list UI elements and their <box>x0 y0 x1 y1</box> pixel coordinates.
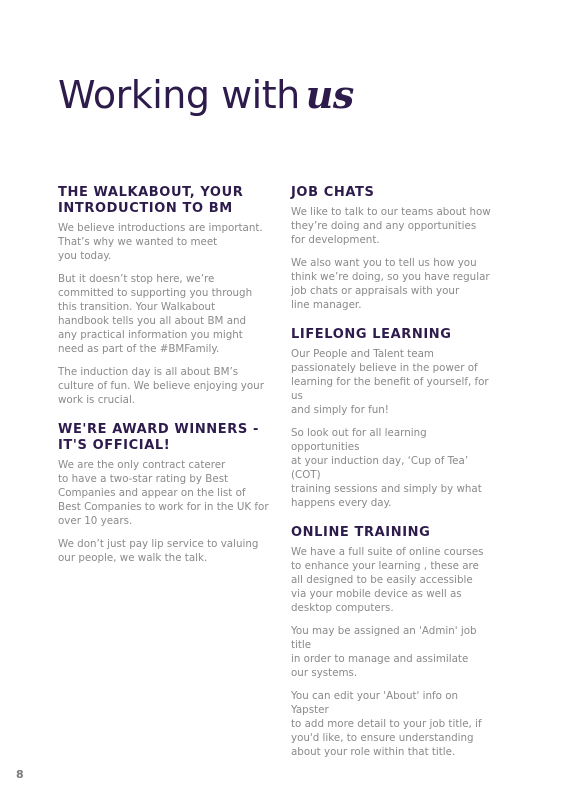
body-text-line: Our People and Talent team <box>291 348 434 360</box>
body-text-line: work is crucial. <box>58 394 136 406</box>
body-text-line: and simply for fun! <box>291 404 389 416</box>
body-paragraph <box>58 537 273 565</box>
body-text-line: happens every day. <box>291 497 392 509</box>
body-text-line: culture of fun. We believe enjoying your <box>58 380 264 392</box>
section-heading <box>291 525 491 541</box>
section-heading <box>291 185 491 201</box>
body-text-line: via your mobile device as well as <box>291 588 462 600</box>
body-paragraph <box>58 221 273 263</box>
body-paragraph <box>58 272 273 356</box>
body-text-line: Companies and appear on the list of <box>58 487 246 499</box>
body-text-line: our people, we walk the talk. <box>58 552 208 564</box>
body-text-line: job chats or appraisals with your <box>291 285 460 297</box>
body-text-line: We are the only contract caterer <box>58 459 226 471</box>
body-text-line: think we’re doing, so you have regular <box>291 271 490 283</box>
body-text-line: to have a two-star rating by Best <box>58 473 229 485</box>
section-heading <box>58 422 273 454</box>
body-text-line: desktop computers. <box>291 602 394 614</box>
section-heading-line: JOB CHATS <box>291 185 375 200</box>
body-text-line: Best Companies to work for in the UK for <box>58 501 269 513</box>
body-paragraph <box>291 624 491 680</box>
article-section <box>291 525 491 759</box>
section-heading <box>58 185 273 217</box>
article-section <box>58 185 273 407</box>
body-paragraph <box>291 426 491 510</box>
body-paragraph <box>58 365 273 407</box>
body-text-line: We also want you to tell us how you <box>291 257 477 269</box>
section-heading-line: IT'S OFFICIAL! <box>58 438 171 453</box>
body-text-line: this transition. Your Walkabout <box>58 301 216 313</box>
body-text-line: they’re doing and any opportunities <box>291 220 477 232</box>
section-heading-line: ONLINE TRAINING <box>291 525 431 540</box>
article-section <box>58 422 273 565</box>
body-text-line: to add more detail to your job title, if <box>291 718 482 730</box>
body-text-line: for development. <box>291 234 380 246</box>
section-heading-line: THE WALKABOUT, YOUR <box>58 185 244 200</box>
body-text-line: our systems. <box>291 667 358 679</box>
body-text-line: passionately believe in the power of <box>291 362 478 374</box>
body-paragraph <box>291 545 491 615</box>
right-column <box>291 185 491 774</box>
body-text-line: learning for the benefit of yourself, for us <box>291 376 489 402</box>
body-text-line: You may be assigned an 'Admin' job title <box>291 625 477 651</box>
body-text-line: We don’t just pay lip service to valuing <box>58 538 259 550</box>
body-text-line: in order to manage and assimilate <box>291 653 469 665</box>
body-text-line: You can edit your 'About' info on Yapster <box>291 690 459 716</box>
body-text-line: line manager. <box>291 299 362 311</box>
body-text-line: you today. <box>58 250 112 262</box>
section-heading-line: LIFELONG LEARNING <box>291 327 452 342</box>
body-text-line: need as part of the #BMFamily. <box>58 343 220 355</box>
body-text-line: We believe introductions are important. <box>58 222 263 234</box>
page-title-main: Working with <box>58 73 300 117</box>
body-text-line: about your role within that title. <box>291 746 456 758</box>
body-text-line: We like to talk to our teams about how <box>291 206 491 218</box>
body-text-line: That’s why we wanted to meet <box>58 236 218 248</box>
article-section <box>291 327 491 510</box>
body-text-line: any practical information you might <box>58 329 243 341</box>
body-text-line: at your induction day, ‘Cup of Tea’ (COT) <box>291 455 469 481</box>
body-text-line: to enhance your learning , these are <box>291 560 479 572</box>
body-text-line: over 10 years. <box>58 515 133 527</box>
page-title-script: us <box>305 72 354 117</box>
body-text-line: you'd like, to ensure understanding <box>291 732 474 744</box>
left-column <box>58 185 273 580</box>
body-text-line: We have a full suite of online courses <box>291 546 484 558</box>
body-paragraph <box>58 458 273 528</box>
page-title <box>58 72 354 117</box>
page-number: 8 <box>16 768 24 781</box>
article-section <box>291 185 491 312</box>
body-paragraph <box>291 689 491 759</box>
body-text-line: So look out for all learning opportunities <box>291 427 427 453</box>
body-text-line: But it doesn’t stop here, we’re <box>58 273 215 285</box>
section-heading <box>291 327 491 343</box>
body-paragraph <box>291 347 491 417</box>
body-text-line: The induction day is all about BM’s <box>58 366 239 378</box>
section-heading-line: INTRODUCTION TO BM <box>58 201 233 216</box>
body-text-line: training sessions and simply by what <box>291 483 482 495</box>
body-paragraph <box>291 205 491 247</box>
body-text-line: all designed to be easily accessible <box>291 574 473 586</box>
section-heading-line: WE'RE AWARD WINNERS - <box>58 422 259 437</box>
body-text-line: handbook tells you all about BM and <box>58 315 247 327</box>
body-paragraph <box>291 256 491 312</box>
body-text-line: committed to supporting you through <box>58 287 253 299</box>
